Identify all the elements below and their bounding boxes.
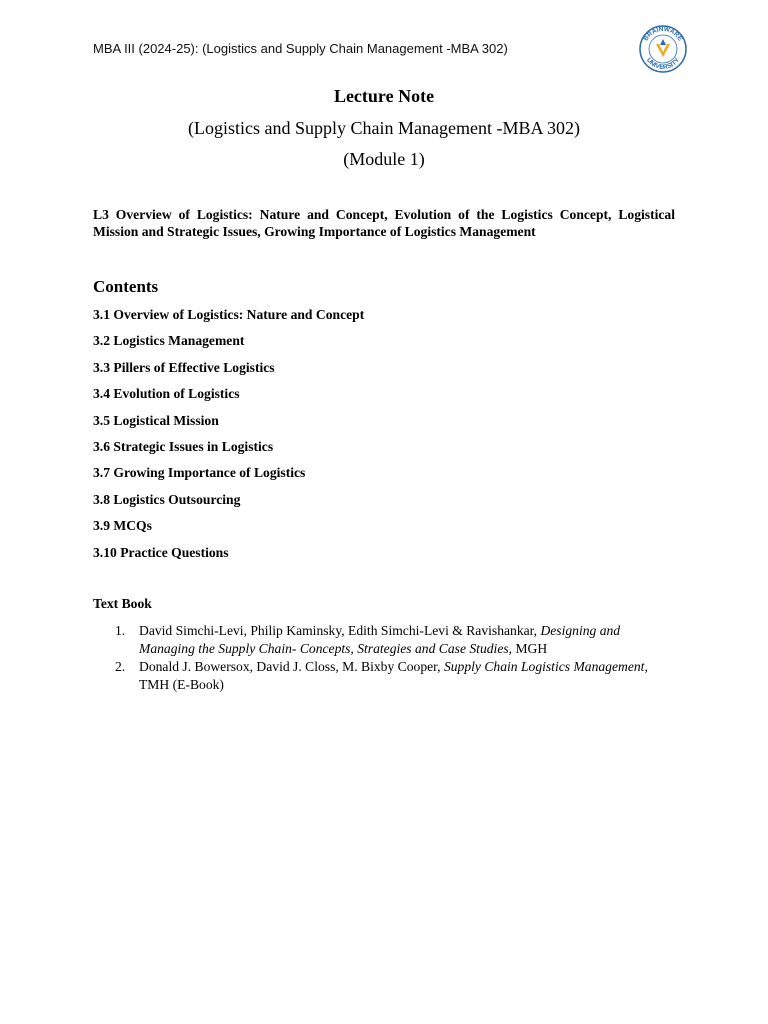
reference-item — [93, 622, 675, 658]
table-of-contents — [93, 306, 364, 570]
toc-item: 3.4 Evolution of Logistics — [93, 386, 240, 402]
toc-item: 3.6 Strategic Issues in Logistics — [93, 438, 274, 454]
document-title: Lecture Note — [333, 86, 435, 106]
university-logo — [636, 24, 690, 74]
toc-item: 3.1 Overview of Logistics: Nature and Concept — [93, 307, 365, 322]
toc-item: 3.7 Growing Importance of Logistics — [93, 465, 306, 481]
reference-authors: David Simchi-Levi, Philip Kaminsky, Edith Simchi-Levi & Ravishankar, — [139, 623, 541, 638]
reference-number: 2. — [115, 659, 126, 674]
reference-item — [93, 658, 675, 694]
toc-item: 3.2 Logistics Management — [93, 333, 245, 349]
reference-list — [93, 622, 675, 694]
textbook-heading: Text Book — [93, 596, 152, 611]
module-label: (Module 1) — [343, 149, 425, 169]
reference-number: 1. — [115, 623, 126, 638]
toc-item: 3.8 Logistics Outsourcing — [93, 491, 241, 507]
reference-publisher: , TMH (E-Book) — [139, 659, 648, 692]
toc-item: 3.10 Practice Questions — [93, 544, 229, 560]
toc-item: 3.9 MCQs — [93, 518, 152, 534]
logo-text-top: BRAINWARE — [642, 25, 684, 43]
contents-heading: Contents — [93, 277, 159, 296]
running-header: MBA III (2024-25): (Logistics and Supply Chain Management -MBA 302) — [93, 41, 508, 56]
reference-title: Designing and Managing the Supply Chain- Concepts, Strategies and Case Studies, — [139, 623, 621, 656]
logo-text-bottom: UNIVERSITY — [644, 56, 682, 72]
toc-item: 3.3 Pillers of Effective Logistics — [93, 359, 275, 375]
reference-publisher: MGH — [512, 641, 548, 656]
reference-title: Supply Chain Logistics Management — [443, 659, 645, 674]
reference-authors: Donald J. Bowersox, David J. Closs, M. Bixby Cooper, — [139, 659, 444, 674]
lesson-heading: L3 Overview of Logistics: Nature and Concept, Evolution of the Logistics Concept, Logistical Mission and Strategic Issues, Growing Importance of Logistics Management — [93, 207, 675, 239]
course-title: (Logistics and Supply Chain Management -MBA 302) — [188, 118, 580, 138]
toc-item: 3.5 Logistical Mission — [93, 412, 219, 428]
